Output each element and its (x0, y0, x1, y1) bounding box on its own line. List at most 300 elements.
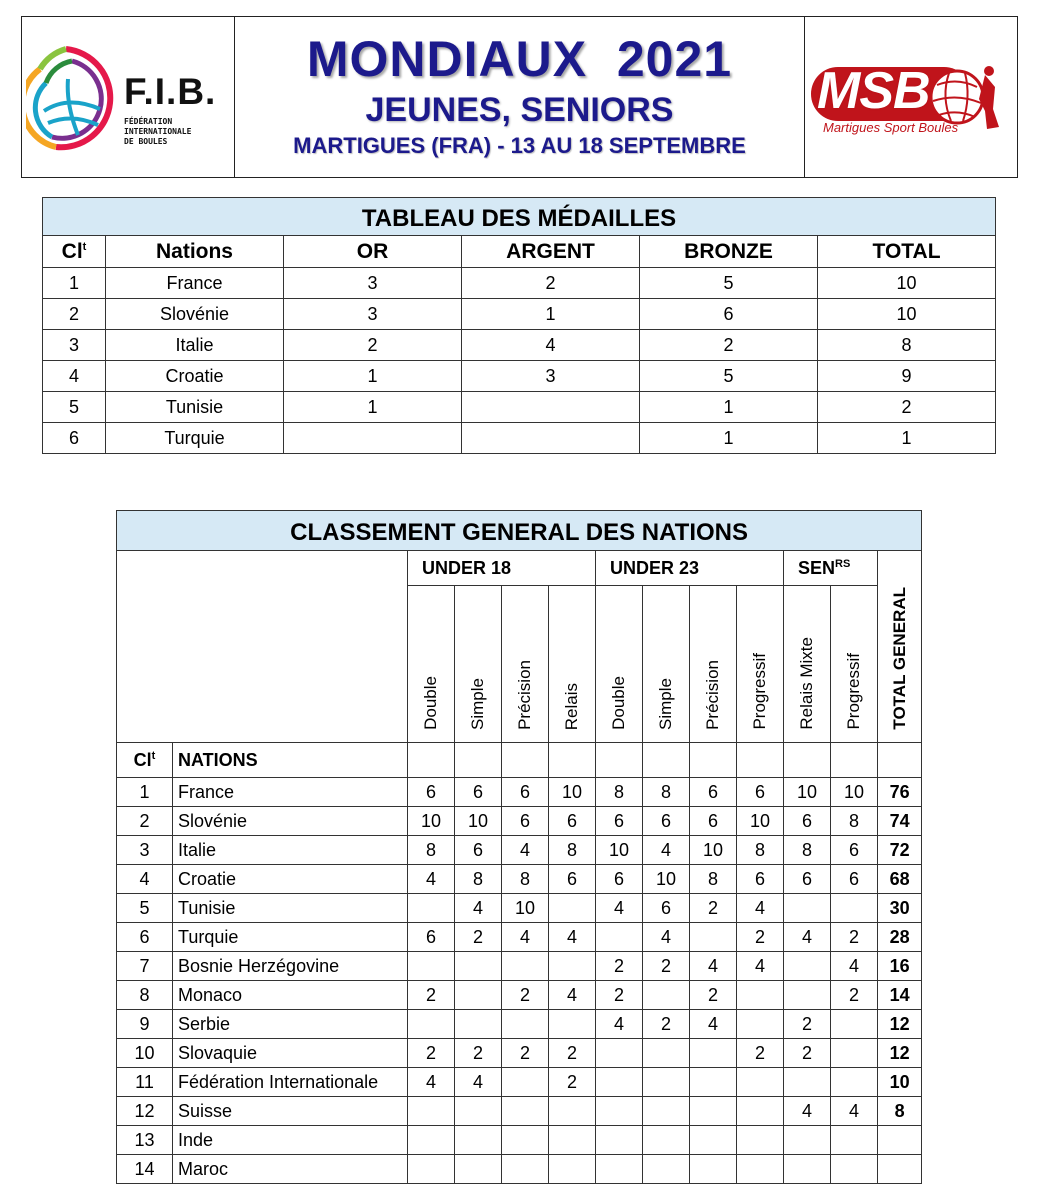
silver-cell: 3 (462, 361, 640, 392)
score-cell: 2 (737, 1039, 784, 1068)
score-cell (643, 981, 690, 1010)
score-cell: 4 (455, 1068, 502, 1097)
score-cell (690, 1126, 737, 1155)
table-row (117, 807, 922, 836)
score-cell (596, 1126, 643, 1155)
total-cell: 9 (818, 361, 996, 392)
score-cell: 4 (643, 923, 690, 952)
score-cell: 10 (502, 894, 549, 923)
score-cell: 2 (737, 923, 784, 952)
rank-header-sup: t (151, 749, 156, 762)
gold-cell: 1 (284, 361, 462, 392)
score-cell (784, 894, 831, 923)
score-cell (455, 952, 502, 981)
blank-corner-cell (117, 551, 408, 743)
gold-cell: 2 (284, 330, 462, 361)
score-cell: 2 (643, 1010, 690, 1039)
table-row (117, 952, 922, 981)
nation-cell: Turquie (173, 923, 408, 952)
score-cell: 4 (596, 1010, 643, 1039)
score-cell: 2 (784, 1010, 831, 1039)
score-cell (549, 1097, 596, 1126)
total-cell: 1 (818, 423, 996, 454)
score-cell (643, 1126, 690, 1155)
score-cell (643, 1155, 690, 1184)
event-place-dates: MARTIGUES (FRA) - 13 AU 18 SEPTEMBRE (293, 133, 746, 158)
score-cell (502, 1010, 549, 1039)
empty-cell (878, 743, 922, 778)
rank-cell: 14 (117, 1155, 173, 1184)
nation-cell: Fédération Internationale (173, 1068, 408, 1097)
nation-cell: Turquie (106, 423, 284, 454)
score-cell: 2 (549, 1039, 596, 1068)
score-cell (737, 1126, 784, 1155)
gold-cell: 3 (284, 268, 462, 299)
event-column-label: Progressif (844, 653, 863, 730)
bronze-cell: 1 (640, 392, 818, 423)
rank-cell: 7 (117, 952, 173, 981)
rank-cell: 1 (117, 778, 173, 807)
total-general-cell: 16 (878, 952, 922, 981)
empty-cell (408, 743, 455, 778)
table-row (117, 1097, 922, 1126)
score-cell: 6 (502, 807, 549, 836)
nation-cell: Tunisie (106, 392, 284, 423)
empty-cell (643, 743, 690, 778)
score-cell (831, 1126, 878, 1155)
silver-cell (462, 423, 640, 454)
score-cell (408, 894, 455, 923)
score-cell (455, 981, 502, 1010)
bronze-cell: 5 (640, 268, 818, 299)
table-row (43, 423, 996, 454)
total-general-cell: 14 (878, 981, 922, 1010)
score-cell (784, 981, 831, 1010)
event-column-header (549, 586, 596, 743)
table-row (43, 392, 996, 423)
score-cell: 6 (596, 865, 643, 894)
score-cell: 8 (784, 836, 831, 865)
score-cell (549, 894, 596, 923)
score-cell: 2 (502, 1039, 549, 1068)
rank-cell: 6 (43, 423, 106, 454)
score-cell: 4 (408, 1068, 455, 1097)
score-cell (831, 1039, 878, 1068)
nation-cell: Bosnie Herzégovine (173, 952, 408, 981)
score-cell (784, 1155, 831, 1184)
bronze-header: BRONZE (640, 236, 818, 268)
rank-header (43, 236, 106, 268)
rank-header (117, 743, 173, 778)
nations-table-title: CLASSEMENT GENERAL DES NATIONS (117, 511, 922, 551)
rank-cell: 2 (117, 807, 173, 836)
score-cell (784, 952, 831, 981)
score-cell (831, 1068, 878, 1097)
score-cell: 2 (408, 981, 455, 1010)
score-cell (737, 1010, 784, 1039)
event-column-header (408, 586, 455, 743)
rank-cell: 9 (117, 1010, 173, 1039)
score-cell (690, 1155, 737, 1184)
total-general-cell (878, 1126, 922, 1155)
score-cell: 2 (643, 952, 690, 981)
score-cell (737, 981, 784, 1010)
score-cell: 8 (455, 865, 502, 894)
rank-header-sup: t (82, 240, 87, 253)
score-cell (784, 1126, 831, 1155)
score-cell: 8 (408, 836, 455, 865)
nation-cell: Inde (173, 1126, 408, 1155)
score-cell: 6 (549, 865, 596, 894)
score-cell (596, 923, 643, 952)
score-cell: 4 (784, 1097, 831, 1126)
score-cell: 10 (690, 836, 737, 865)
score-cell (596, 1155, 643, 1184)
score-cell (502, 952, 549, 981)
event-column-label: Précision (703, 660, 722, 730)
rank-cell: 3 (43, 330, 106, 361)
fib-full-line: DE BOULES (124, 137, 168, 146)
score-cell: 4 (455, 894, 502, 923)
table-row (117, 778, 922, 807)
score-cell (737, 1097, 784, 1126)
table-row (117, 865, 922, 894)
score-cell (690, 923, 737, 952)
score-cell: 2 (455, 923, 502, 952)
rank-cell: 13 (117, 1126, 173, 1155)
score-cell: 6 (784, 807, 831, 836)
score-cell: 10 (549, 778, 596, 807)
score-cell (596, 1039, 643, 1068)
event-column-header (596, 586, 643, 743)
score-cell: 4 (784, 923, 831, 952)
event-column-label: Simple (656, 678, 675, 730)
title-block (235, 17, 805, 177)
score-cell (831, 1155, 878, 1184)
msb-logo-block (805, 17, 1017, 177)
score-cell: 6 (596, 807, 643, 836)
score-cell (408, 1097, 455, 1126)
score-cell: 4 (549, 923, 596, 952)
page-title: MONDIAUX 2021 (306, 31, 733, 87)
empty-cell (596, 743, 643, 778)
total-general-cell: 68 (878, 865, 922, 894)
rank-cell: 8 (117, 981, 173, 1010)
total-cell: 8 (818, 330, 996, 361)
score-cell: 2 (831, 981, 878, 1010)
gold-cell (284, 423, 462, 454)
score-cell: 2 (784, 1039, 831, 1068)
nation-cell: Slovénie (106, 299, 284, 330)
score-cell: 4 (502, 836, 549, 865)
score-cell (408, 1155, 455, 1184)
score-cell: 4 (643, 836, 690, 865)
empty-cell (455, 743, 502, 778)
page-subtitle: JEUNES, SENIORS (365, 91, 674, 129)
score-cell (549, 952, 596, 981)
rank-cell: 12 (117, 1097, 173, 1126)
group-seniors (784, 551, 878, 586)
fib-full-name (124, 117, 216, 147)
table-row (117, 1126, 922, 1155)
silver-cell (462, 392, 640, 423)
score-cell: 6 (408, 778, 455, 807)
event-column-header (831, 586, 878, 743)
score-cell: 8 (643, 778, 690, 807)
nation-cell: Italie (106, 330, 284, 361)
empty-cell (737, 743, 784, 778)
score-cell: 4 (690, 1010, 737, 1039)
score-cell: 2 (596, 952, 643, 981)
event-column-header (502, 586, 549, 743)
score-cell: 6 (643, 894, 690, 923)
score-cell (502, 1097, 549, 1126)
nation-cell: Italie (173, 836, 408, 865)
score-cell: 4 (831, 952, 878, 981)
table-row (43, 330, 996, 361)
table-row (43, 361, 996, 392)
fib-abbreviation: F.I.B. (124, 71, 217, 112)
table-row (117, 1039, 922, 1068)
score-cell (502, 1126, 549, 1155)
score-cell: 10 (596, 836, 643, 865)
score-cell: 8 (502, 865, 549, 894)
score-cell: 2 (596, 981, 643, 1010)
score-cell: 6 (455, 836, 502, 865)
score-cell (502, 1155, 549, 1184)
score-cell: 6 (549, 807, 596, 836)
nation-cell: Slovénie (173, 807, 408, 836)
score-cell: 8 (831, 807, 878, 836)
score-cell: 6 (643, 807, 690, 836)
event-column-header (643, 586, 690, 743)
score-cell: 4 (737, 952, 784, 981)
msb-wordmark: MSB (817, 62, 930, 120)
empty-cell (549, 743, 596, 778)
score-cell: 4 (502, 923, 549, 952)
score-cell: 2 (690, 894, 737, 923)
score-cell: 10 (831, 778, 878, 807)
table-row (117, 836, 922, 865)
score-cell: 8 (549, 836, 596, 865)
score-cell (737, 1068, 784, 1097)
nations-header: Nations (106, 236, 284, 268)
rank-cell: 5 (117, 894, 173, 923)
score-cell (643, 1039, 690, 1068)
table-row (43, 268, 996, 299)
total-cell: 10 (818, 299, 996, 330)
score-cell (596, 1068, 643, 1097)
score-cell: 4 (596, 894, 643, 923)
total-general-cell: 12 (878, 1010, 922, 1039)
gold-header: OR (284, 236, 462, 268)
score-cell: 2 (408, 1039, 455, 1068)
rank-cell: 6 (117, 923, 173, 952)
score-cell (690, 1068, 737, 1097)
score-cell: 6 (690, 807, 737, 836)
score-cell (549, 1010, 596, 1039)
fib-full-line: FÉDÉRATION (124, 117, 173, 126)
score-cell: 6 (737, 865, 784, 894)
group-under-23: UNDER 23 (596, 551, 784, 586)
score-cell (831, 894, 878, 923)
total-cell: 2 (818, 392, 996, 423)
score-cell: 6 (455, 778, 502, 807)
total-general-cell: 72 (878, 836, 922, 865)
score-cell (737, 1155, 784, 1184)
nation-cell: Monaco (173, 981, 408, 1010)
nation-cell: Tunisie (173, 894, 408, 923)
fib-logo-block (22, 17, 235, 177)
event-column-label: Simple (468, 678, 487, 730)
nations-label-row (117, 743, 922, 778)
empty-cell (831, 743, 878, 778)
total-general-cell: 12 (878, 1039, 922, 1068)
score-cell (549, 1155, 596, 1184)
score-cell: 4 (831, 1097, 878, 1126)
bronze-cell: 6 (640, 299, 818, 330)
score-cell: 6 (408, 923, 455, 952)
score-cell (455, 1010, 502, 1039)
total-general-header (878, 551, 922, 743)
score-cell: 6 (502, 778, 549, 807)
total-general-cell: 10 (878, 1068, 922, 1097)
document-header (21, 16, 1018, 178)
score-cell (455, 1126, 502, 1155)
group-seniors-sup: RS (835, 557, 851, 570)
score-cell: 10 (784, 778, 831, 807)
rank-cell: 3 (117, 836, 173, 865)
bronze-cell: 1 (640, 423, 818, 454)
score-cell: 6 (831, 865, 878, 894)
rank-cell: 11 (117, 1068, 173, 1097)
nation-cell: France (106, 268, 284, 299)
rank-cell: 4 (117, 865, 173, 894)
table-row (117, 1010, 922, 1039)
score-cell: 2 (690, 981, 737, 1010)
score-cell: 8 (690, 865, 737, 894)
table-row (117, 1068, 922, 1097)
rank-cell: 5 (43, 392, 106, 423)
group-seniors-label: SEN (798, 557, 836, 578)
total-header: TOTAL (818, 236, 996, 268)
nation-cell: Slovaquie (173, 1039, 408, 1068)
score-cell: 2 (831, 923, 878, 952)
empty-cell (502, 743, 549, 778)
score-cell: 2 (549, 1068, 596, 1097)
score-cell: 6 (784, 865, 831, 894)
bronze-cell: 5 (640, 361, 818, 392)
nation-cell: Serbie (173, 1010, 408, 1039)
table-row (117, 894, 922, 923)
silver-cell: 1 (462, 299, 640, 330)
nation-cell: Maroc (173, 1155, 408, 1184)
score-cell: 4 (690, 952, 737, 981)
gold-cell: 3 (284, 299, 462, 330)
medal-table-header (43, 236, 996, 268)
score-cell (408, 1126, 455, 1155)
nations-header: NATIONS (173, 743, 408, 778)
fib-full-line: INTERNATIONALE (124, 127, 192, 136)
medal-table (42, 197, 996, 454)
score-cell (784, 1068, 831, 1097)
event-column-label: Progressif (750, 653, 769, 730)
medal-table-body (43, 268, 996, 454)
table-row (117, 981, 922, 1010)
score-cell (455, 1097, 502, 1126)
score-cell (690, 1039, 737, 1068)
medal-table-title: TABLEAU DES MÉDAILLES (43, 198, 996, 236)
table-row (43, 299, 996, 330)
rank-header-label: Cl (61, 239, 83, 263)
score-cell: 10 (408, 807, 455, 836)
score-cell: 4 (549, 981, 596, 1010)
total-general-cell: 8 (878, 1097, 922, 1126)
total-general-label: TOTAL GENERAL (889, 587, 909, 730)
event-column-label: Précision (515, 660, 534, 730)
score-cell: 8 (596, 778, 643, 807)
event-column-header (455, 586, 502, 743)
total-general-cell (878, 1155, 922, 1184)
total-general-cell: 76 (878, 778, 922, 807)
total-general-cell: 74 (878, 807, 922, 836)
bronze-cell: 2 (640, 330, 818, 361)
nation-cell: France (173, 778, 408, 807)
total-general-cell: 30 (878, 894, 922, 923)
score-cell: 8 (737, 836, 784, 865)
empty-cell (784, 743, 831, 778)
event-column-header (690, 586, 737, 743)
score-cell (643, 1068, 690, 1097)
score-cell: 6 (690, 778, 737, 807)
group-under-18: UNDER 18 (408, 551, 596, 586)
nations-table-body (117, 778, 922, 1184)
nation-cell: Croatie (106, 361, 284, 392)
score-cell: 4 (737, 894, 784, 923)
event-column-header (784, 586, 831, 743)
score-cell (831, 1010, 878, 1039)
score-cell: 4 (408, 865, 455, 894)
score-cell (643, 1097, 690, 1126)
rank-cell: 1 (43, 268, 106, 299)
event-column-label: Relais Mixte (797, 637, 816, 730)
nation-cell: Suisse (173, 1097, 408, 1126)
table-row (117, 1155, 922, 1184)
score-cell (455, 1155, 502, 1184)
rank-cell: 4 (43, 361, 106, 392)
fib-wordmark (124, 73, 216, 147)
score-cell (549, 1126, 596, 1155)
total-general-cell: 28 (878, 923, 922, 952)
total-cell: 10 (818, 268, 996, 299)
score-cell: 10 (737, 807, 784, 836)
msb-full-name: Martigues Sport Boules (823, 120, 959, 135)
rank-header-label: Cl (133, 749, 152, 770)
score-cell (408, 1010, 455, 1039)
score-cell (502, 1068, 549, 1097)
nation-cell: Croatie (173, 865, 408, 894)
score-cell: 2 (502, 981, 549, 1010)
score-cell: 2 (455, 1039, 502, 1068)
event-column-label: Relais (562, 682, 581, 730)
score-cell: 6 (737, 778, 784, 807)
event-column-header (737, 586, 784, 743)
fib-logo-icon (26, 39, 116, 159)
score-cell: 10 (455, 807, 502, 836)
score-cell: 10 (643, 865, 690, 894)
score-cell (596, 1097, 643, 1126)
gold-cell: 1 (284, 392, 462, 423)
